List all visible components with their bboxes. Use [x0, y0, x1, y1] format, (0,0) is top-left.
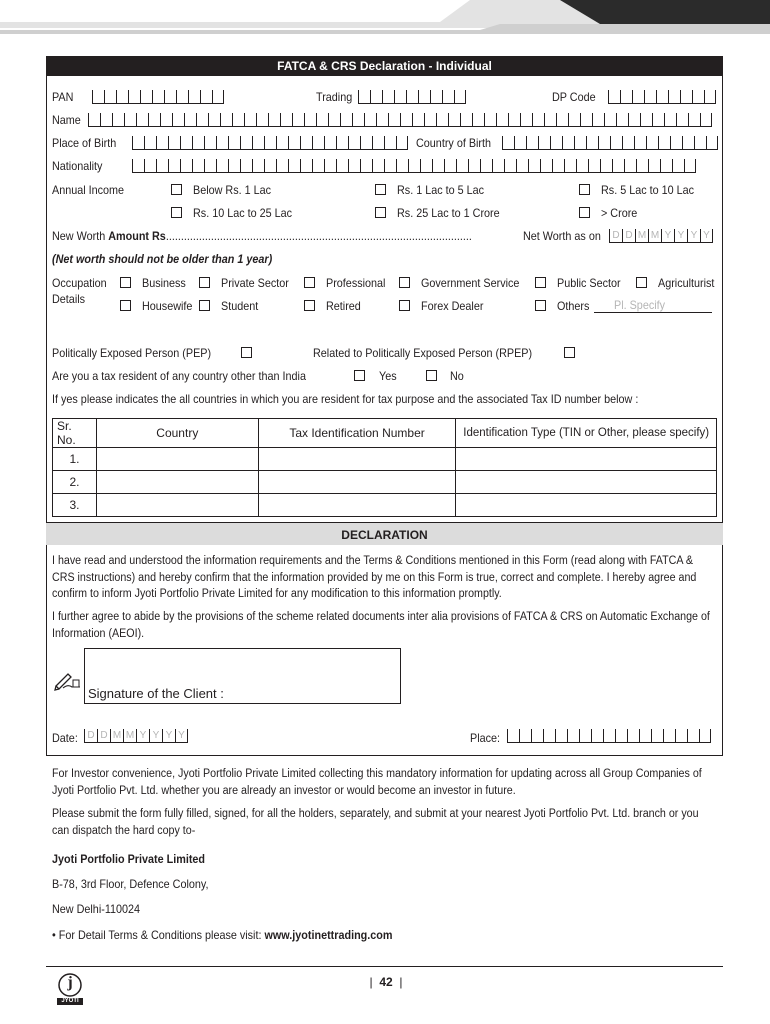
tax-resident-instruction: If yes please indicates the all countries in which you are resident for tax purpose and the associated Tax ID number below :	[52, 392, 639, 406]
net-worth-date-boxes[interactable]: D D M M Y Y Y Y	[609, 229, 713, 243]
id-type-cell[interactable]	[456, 471, 717, 494]
income-checkbox-2[interactable]	[375, 184, 386, 195]
occupation-government-service: Government Service	[421, 276, 520, 290]
footer-divider	[46, 966, 723, 967]
income-option-6: > Crore	[601, 206, 638, 220]
occupation-checkbox-professional[interactable]	[304, 277, 315, 288]
occupation-checkbox-government-service[interactable]	[399, 277, 410, 288]
table-row-number: 2.	[53, 471, 97, 494]
page-number	[366, 975, 406, 989]
occupation-label: Occupation	[52, 276, 107, 290]
terms-text: • For Detail Terms & Conditions please visit:	[52, 928, 265, 942]
occupation-checkbox-others[interactable]	[535, 300, 546, 311]
name-label: Name	[52, 113, 81, 127]
net-worth-label	[52, 229, 472, 243]
income-option-1: Below Rs. 1 Lac	[193, 183, 272, 197]
logo-letter: j	[67, 974, 73, 991]
occupation-private-sector: Private Sector	[221, 276, 289, 290]
header-band-graphic	[0, 0, 770, 36]
pan-boxes[interactable]	[92, 90, 224, 104]
income-option-2: Rs. 1 Lac to 5 Lac	[397, 183, 485, 197]
pep-label: Politically Exposed Person (PEP)	[52, 346, 212, 360]
id-type-cell[interactable]	[456, 494, 717, 517]
net-worth-amount-label: Amount Rs	[108, 229, 166, 243]
income-checkbox-1[interactable]	[171, 184, 182, 195]
country-cell[interactable]	[96, 448, 258, 471]
declaration-paragraph-2: I further agree to abide by the provisions of the scheme related documents inter alia provisions of FATCA & CRS on Automatic Exchange of Information (AEOI).	[52, 611, 710, 640]
occupation-retired: Retired	[326, 299, 361, 313]
address-line-1: B-78, 3rd Floor, Defence Colony,	[52, 877, 209, 891]
tax-resident-question: Are you a tax resident of any country other than India	[52, 369, 306, 383]
place-boxes[interactable]	[507, 729, 711, 743]
occupation-checkbox-business[interactable]	[120, 277, 131, 288]
id-type-cell[interactable]	[456, 448, 717, 471]
occupation-checkbox-retired[interactable]	[304, 300, 315, 311]
pep-checkbox[interactable]	[241, 347, 252, 358]
page-number-bar-left: |	[369, 975, 373, 989]
company-name: Jyoti Portfolio Private Limited	[52, 852, 206, 866]
tax-resident-no-checkbox[interactable]	[426, 370, 437, 381]
tin-cell[interactable]	[258, 494, 456, 517]
occupation-forex-dealer: Forex Dealer	[421, 299, 484, 313]
income-checkbox-4[interactable]	[171, 207, 182, 218]
occupation-checkbox-agriculturist[interactable]	[636, 277, 647, 288]
nationality-label: Nationality	[52, 159, 103, 173]
income-option-3: Rs. 5 Lac to 10 Lac	[601, 183, 695, 197]
page-number-bar-right: |	[399, 975, 403, 989]
name-boxes[interactable]	[88, 113, 712, 127]
country-cell[interactable]	[96, 471, 258, 494]
tax-resident-yes-checkbox[interactable]	[354, 370, 365, 381]
others-specify-placeholder: Pl. Specify	[614, 298, 666, 312]
occupation-housewife: Housewife	[142, 299, 193, 313]
footer-paragraph-2: Please submit the form fully filled, signed, for all the holders, separately, and submit at your nearest Jyoti Portfolio Pvt. Ltd. branch or you can dispatch the hard copy to-	[52, 808, 699, 837]
tax-residency-table	[52, 418, 717, 517]
occupation-checkbox-private-sector[interactable]	[199, 277, 210, 288]
table-header: Tax Identification Number	[258, 419, 456, 448]
annual-income-label: Annual Income	[52, 183, 125, 197]
terms-line	[52, 928, 392, 942]
country-cell[interactable]	[96, 494, 258, 517]
occupation-professional: Professional	[326, 276, 386, 290]
occupation-checkbox-public-sector[interactable]	[535, 277, 546, 288]
country-of-birth-label: Country of Birth	[416, 136, 492, 150]
net-worth-dots[interactable]: ......................................................................................................	[165, 229, 472, 243]
rpep-label: Related to Politically Exposed Person (RPEP)	[313, 346, 533, 360]
tin-cell[interactable]	[258, 448, 456, 471]
table-row	[53, 494, 717, 517]
address-line-2: New Delhi-110024	[52, 902, 141, 916]
declaration-title: DECLARATION	[341, 528, 428, 542]
income-checkbox-5[interactable]	[375, 207, 386, 218]
net-worth-prefix: New Worth	[52, 229, 109, 243]
table-row-number: 1.	[53, 448, 97, 471]
header-band	[0, 0, 770, 36]
table-header: Identification Type (TIN or Other, please specify)	[456, 419, 717, 448]
table-row	[53, 471, 717, 494]
date-boxes[interactable]: D D M M Y Y Y Y	[84, 729, 188, 743]
table-header-row	[53, 419, 717, 448]
tax-resident-no-label: No	[450, 369, 464, 383]
declaration-paragraph-1: I have read and understood the information requirements and the Terms & Conditions mentioned in this Form (read along with FATCA & CRS instructions) and hereby confirm that the information provided by me on this Form is true, correct and complete. I hereby agree and confirm to inform Jyoti Portfolio Private Limited for any modification to this information promptly.	[52, 555, 697, 600]
table-row-number: 3.	[53, 494, 97, 517]
occupation-checkbox-housewife[interactable]	[120, 300, 131, 311]
income-checkbox-6[interactable]	[579, 207, 590, 218]
dp-code-label: DP Code	[552, 90, 596, 104]
place-label: Place:	[470, 731, 501, 745]
occupation-public-sector: Public Sector	[557, 276, 621, 290]
date-label: Date:	[52, 731, 78, 745]
signature-label: Signature of the Client :	[88, 686, 224, 701]
place-of-birth-label: Place of Birth	[52, 136, 117, 150]
logo-name: JYOTI	[61, 998, 79, 1004]
occupation-agriculturist: Agriculturist	[658, 276, 715, 290]
income-checkbox-3[interactable]	[579, 184, 590, 195]
table-header: Sr. No.	[53, 419, 97, 448]
nationality-boxes[interactable]	[132, 159, 696, 173]
income-option-5: Rs. 25 Lac to 1 Crore	[397, 206, 500, 220]
net-worth-as-on-label: Net Worth as on	[523, 229, 601, 243]
trading-label: Trading	[316, 90, 353, 104]
occupation-others: Others	[557, 299, 590, 313]
table-header: Country	[96, 419, 258, 448]
occupation-checkbox-student[interactable]	[199, 300, 210, 311]
occupation-details-label: Details	[52, 292, 86, 306]
occupation-business: Business	[142, 276, 186, 290]
net-worth-note: (Net worth should not be older than 1 year)	[52, 252, 273, 266]
dp-code-boxes[interactable]	[608, 90, 716, 104]
tin-cell[interactable]	[258, 471, 456, 494]
country-of-birth-boxes[interactable]	[502, 136, 718, 150]
place-of-birth-boxes[interactable]	[132, 136, 408, 150]
income-option-4: Rs. 10 Lac to 25 Lac	[193, 206, 293, 220]
pen-icon	[54, 669, 82, 695]
terms-link[interactable]: www.jyotinettrading.com	[264, 928, 393, 942]
pan-label: PAN	[52, 90, 74, 104]
occupation-student: Student	[221, 299, 259, 313]
trading-boxes[interactable]	[358, 90, 466, 104]
form-title: FATCA & CRS Declaration - Individual	[277, 59, 492, 73]
tax-resident-yes-label: Yes	[379, 369, 397, 383]
jyoti-logo	[56, 972, 84, 1006]
occupation-checkbox-forex-dealer[interactable]	[399, 300, 410, 311]
rpep-checkbox[interactable]	[564, 347, 575, 358]
footer-paragraph-1: For Investor convenience, Jyoti Portfolio Private Limited collecting this mandatory information for updating across all Group Companies of Jyoti Portfolio Pvt. Ltd. whether you are already an investor or would become an investor in future.	[52, 768, 702, 797]
table-row	[53, 448, 717, 471]
page-number-value: 42	[379, 975, 393, 989]
